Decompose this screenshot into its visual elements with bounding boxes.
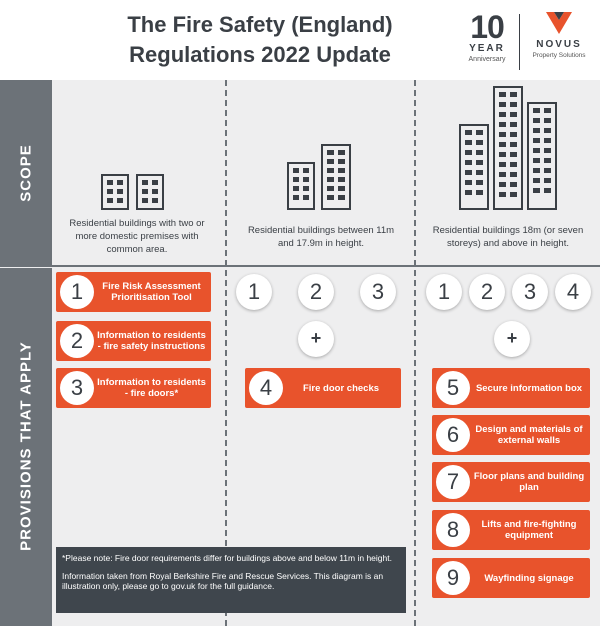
novus-logo	[526, 12, 592, 74]
page-title	[60, 10, 460, 70]
provision-3	[56, 368, 211, 408]
logo-divider	[519, 14, 520, 70]
low-rise-buildings-icon	[100, 173, 166, 211]
note-fire-door: *Please note: Fire door requirements differ for buildings above and below 11m in height.	[62, 553, 392, 563]
provision-4	[245, 368, 401, 408]
col2-plus-icon: +	[298, 321, 334, 357]
col3-inherited-1: 1	[426, 274, 462, 310]
provisions-sidebar	[0, 268, 52, 626]
disclaimer-note	[56, 547, 406, 613]
col2-inherited-1: 1	[236, 274, 272, 310]
anniversary-number: 10	[470, 9, 504, 45]
anniversary-word: YEAR	[469, 43, 505, 54]
scope-sidebar	[0, 80, 52, 266]
brand-sub: Property Solutions	[532, 52, 586, 59]
title-line-2: Regulations 2022 Update	[129, 42, 391, 67]
col3-inherited-2: 2	[469, 274, 505, 310]
novus-mark-icon	[544, 12, 574, 34]
anniversary-logo	[458, 9, 516, 74]
note-source: Information taken from Royal Berkshire Fire and Rescue Services. This diagram is an illustration only, please go to gov.uk for the full guidance.	[62, 570, 384, 591]
provision-2-number: 2	[60, 324, 94, 358]
anniversary-sub: Anniversary	[468, 56, 506, 63]
provision-9	[432, 558, 590, 598]
column-divider-2	[414, 80, 416, 626]
provision-9-label: Wayfinding signage	[484, 572, 574, 584]
provision-5	[432, 368, 590, 408]
provision-6-number: 6	[436, 418, 470, 452]
col3-plus-icon: +	[494, 321, 530, 357]
provision-4-label: Fire door checks	[302, 382, 380, 394]
col2-inherited-2: 2	[298, 274, 334, 310]
provision-8	[432, 510, 590, 550]
scope-description-3: Residential buildings 18m (or seven storeys) and above in height.	[432, 225, 584, 249]
provision-5-number: 5	[436, 371, 470, 405]
provision-7-label: Floor plans and building plan	[473, 471, 585, 493]
scope-description-1: Residential buildings with two or more domestic premises with common area.	[69, 218, 205, 255]
provision-8-label: Lifts and fire-fighting equipment	[481, 519, 577, 541]
provision-7-number: 7	[436, 465, 470, 499]
mid-rise-buildings-icon	[286, 143, 352, 211]
provision-2-label: Information to residents - fire safety instructions	[97, 330, 206, 352]
column-divider-1	[225, 80, 227, 626]
title-line-1: The Fire Safety (England)	[127, 12, 393, 37]
provision-5-label: Secure information box	[475, 382, 583, 394]
provisions-label: PROVISIONS THAT APPLY	[17, 341, 35, 551]
provision-3-label: Information to residents - fire doors*	[97, 377, 206, 399]
section-divider	[0, 265, 600, 267]
provision-6-label: Design and materials of external walls	[475, 424, 583, 446]
brand-name: NOVUS	[536, 39, 582, 50]
provision-1	[56, 272, 211, 312]
provision-1-label: Fire Risk Assessment Prioritisation Tool	[102, 281, 201, 303]
scope-label: SCOPE	[17, 144, 35, 202]
high-rise-buildings-icon	[458, 85, 558, 211]
col3-inherited-3: 3	[512, 274, 548, 310]
provision-1-number: 1	[60, 275, 94, 309]
provision-8-number: 8	[436, 513, 470, 547]
provision-9-number: 9	[436, 561, 470, 595]
provision-2	[56, 321, 211, 361]
provision-6	[432, 415, 590, 455]
col3-inherited-4: 4	[555, 274, 591, 310]
provision-7	[432, 462, 590, 502]
col2-inherited-3: 3	[360, 274, 396, 310]
provision-4-number: 4	[249, 371, 283, 405]
provision-3-number: 3	[60, 371, 94, 405]
scope-description-2: Residential buildings between 11m and 17.9m in height.	[247, 225, 395, 249]
